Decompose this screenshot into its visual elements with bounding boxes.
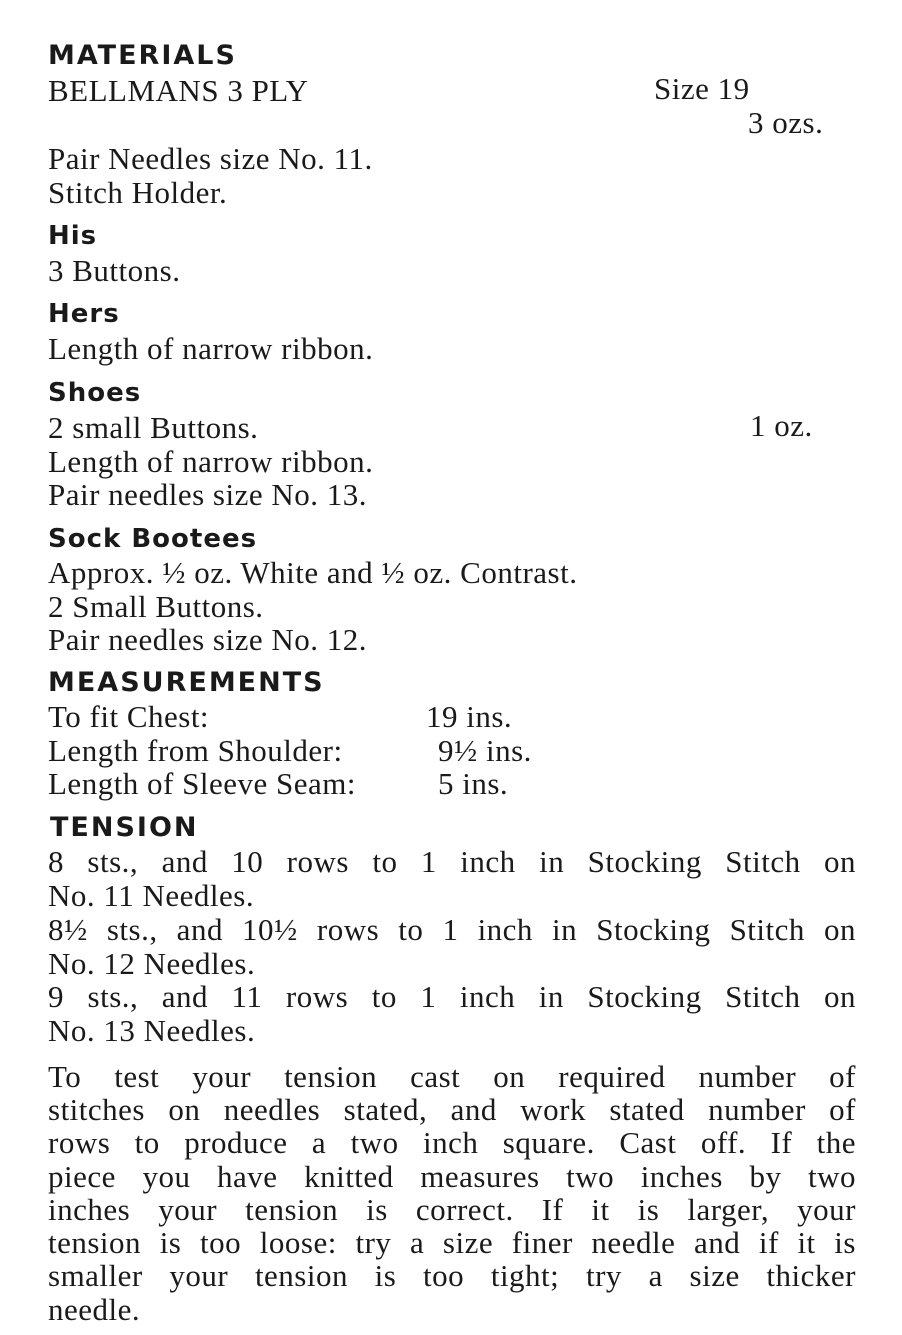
hers-item: Length of narrow ribbon. <box>48 331 374 366</box>
shoes-heading: Shoes <box>48 378 142 408</box>
tension-line: 9 sts., and 11 rows to 1 inch in Stocking Stitch on <box>48 979 856 1014</box>
yarn-amount: 3 ozs. <box>748 105 824 140</box>
measurement-label: Length of Sleeve Seam: <box>48 766 356 801</box>
tension-test-line: stitches on needles stated, and work stated number of <box>48 1092 856 1127</box>
shoes-item: Pair needles size No. 13. <box>48 477 367 512</box>
measurement-value: 5 ins. <box>438 766 509 801</box>
measurement-value: 9½ ins. <box>438 733 532 768</box>
tension-heading: TENSION <box>50 812 199 843</box>
measurement-label: Length from Shoulder: <box>48 733 343 768</box>
tension-test-line: inches your tension is correct. If it is larger, your <box>48 1192 856 1227</box>
sock-bootees-item: Pair needles size No. 12. <box>48 622 367 657</box>
tension-test-line: tension is too loose: try a size finer needle and if it is <box>48 1225 856 1260</box>
size-label: Size 19 <box>654 71 750 106</box>
sock-bootees-item: 2 Small Buttons. <box>48 589 264 624</box>
measurement-value: 19 ins. <box>426 699 513 734</box>
his-heading: His <box>48 221 98 251</box>
tension-test-line: piece you have knitted measures two inches by two <box>48 1159 856 1194</box>
tension-test-line: To test your tension cast on required number of <box>48 1059 856 1094</box>
his-item: 3 Buttons. <box>48 253 181 288</box>
materials-heading: MATERIALS <box>48 40 237 71</box>
sock-bootees-heading: Sock Bootees <box>48 524 258 554</box>
shoes-amount: 1 oz. <box>750 408 813 443</box>
tension-line: No. 12 Needles. <box>48 946 256 981</box>
tension-test-line: smaller your tension is too tight; try a size thicker <box>48 1258 856 1293</box>
sock-bootees-item: Approx. ½ oz. White and ½ oz. Contrast. <box>48 555 578 590</box>
measurement-label: To fit Chest: <box>48 699 210 734</box>
tension-test-line: rows to produce a two inch square. Cast off. If the <box>48 1125 856 1160</box>
material-item: Pair Needles size No. 11. <box>48 141 373 176</box>
tension-line: No. 11 Needles. <box>48 878 255 913</box>
material-item: Stitch Holder. <box>48 175 228 210</box>
tension-line: 8 sts., and 10 rows to 1 inch in Stocking Stitch on <box>48 844 856 879</box>
tension-line: 8½ sts., and 10½ rows to 1 inch in Stocking Stitch on <box>48 912 856 947</box>
measurements-heading: MEASUREMENTS <box>48 667 325 698</box>
shoes-item: Length of narrow ribbon. <box>48 444 374 479</box>
yarn-name: BELLMANS 3 PLY <box>48 73 309 108</box>
tension-line: No. 13 Needles. <box>48 1013 256 1048</box>
shoes-item: 2 small Buttons. <box>48 410 259 445</box>
hers-heading: Hers <box>48 299 120 329</box>
tension-test-line: needle. <box>48 1292 141 1327</box>
